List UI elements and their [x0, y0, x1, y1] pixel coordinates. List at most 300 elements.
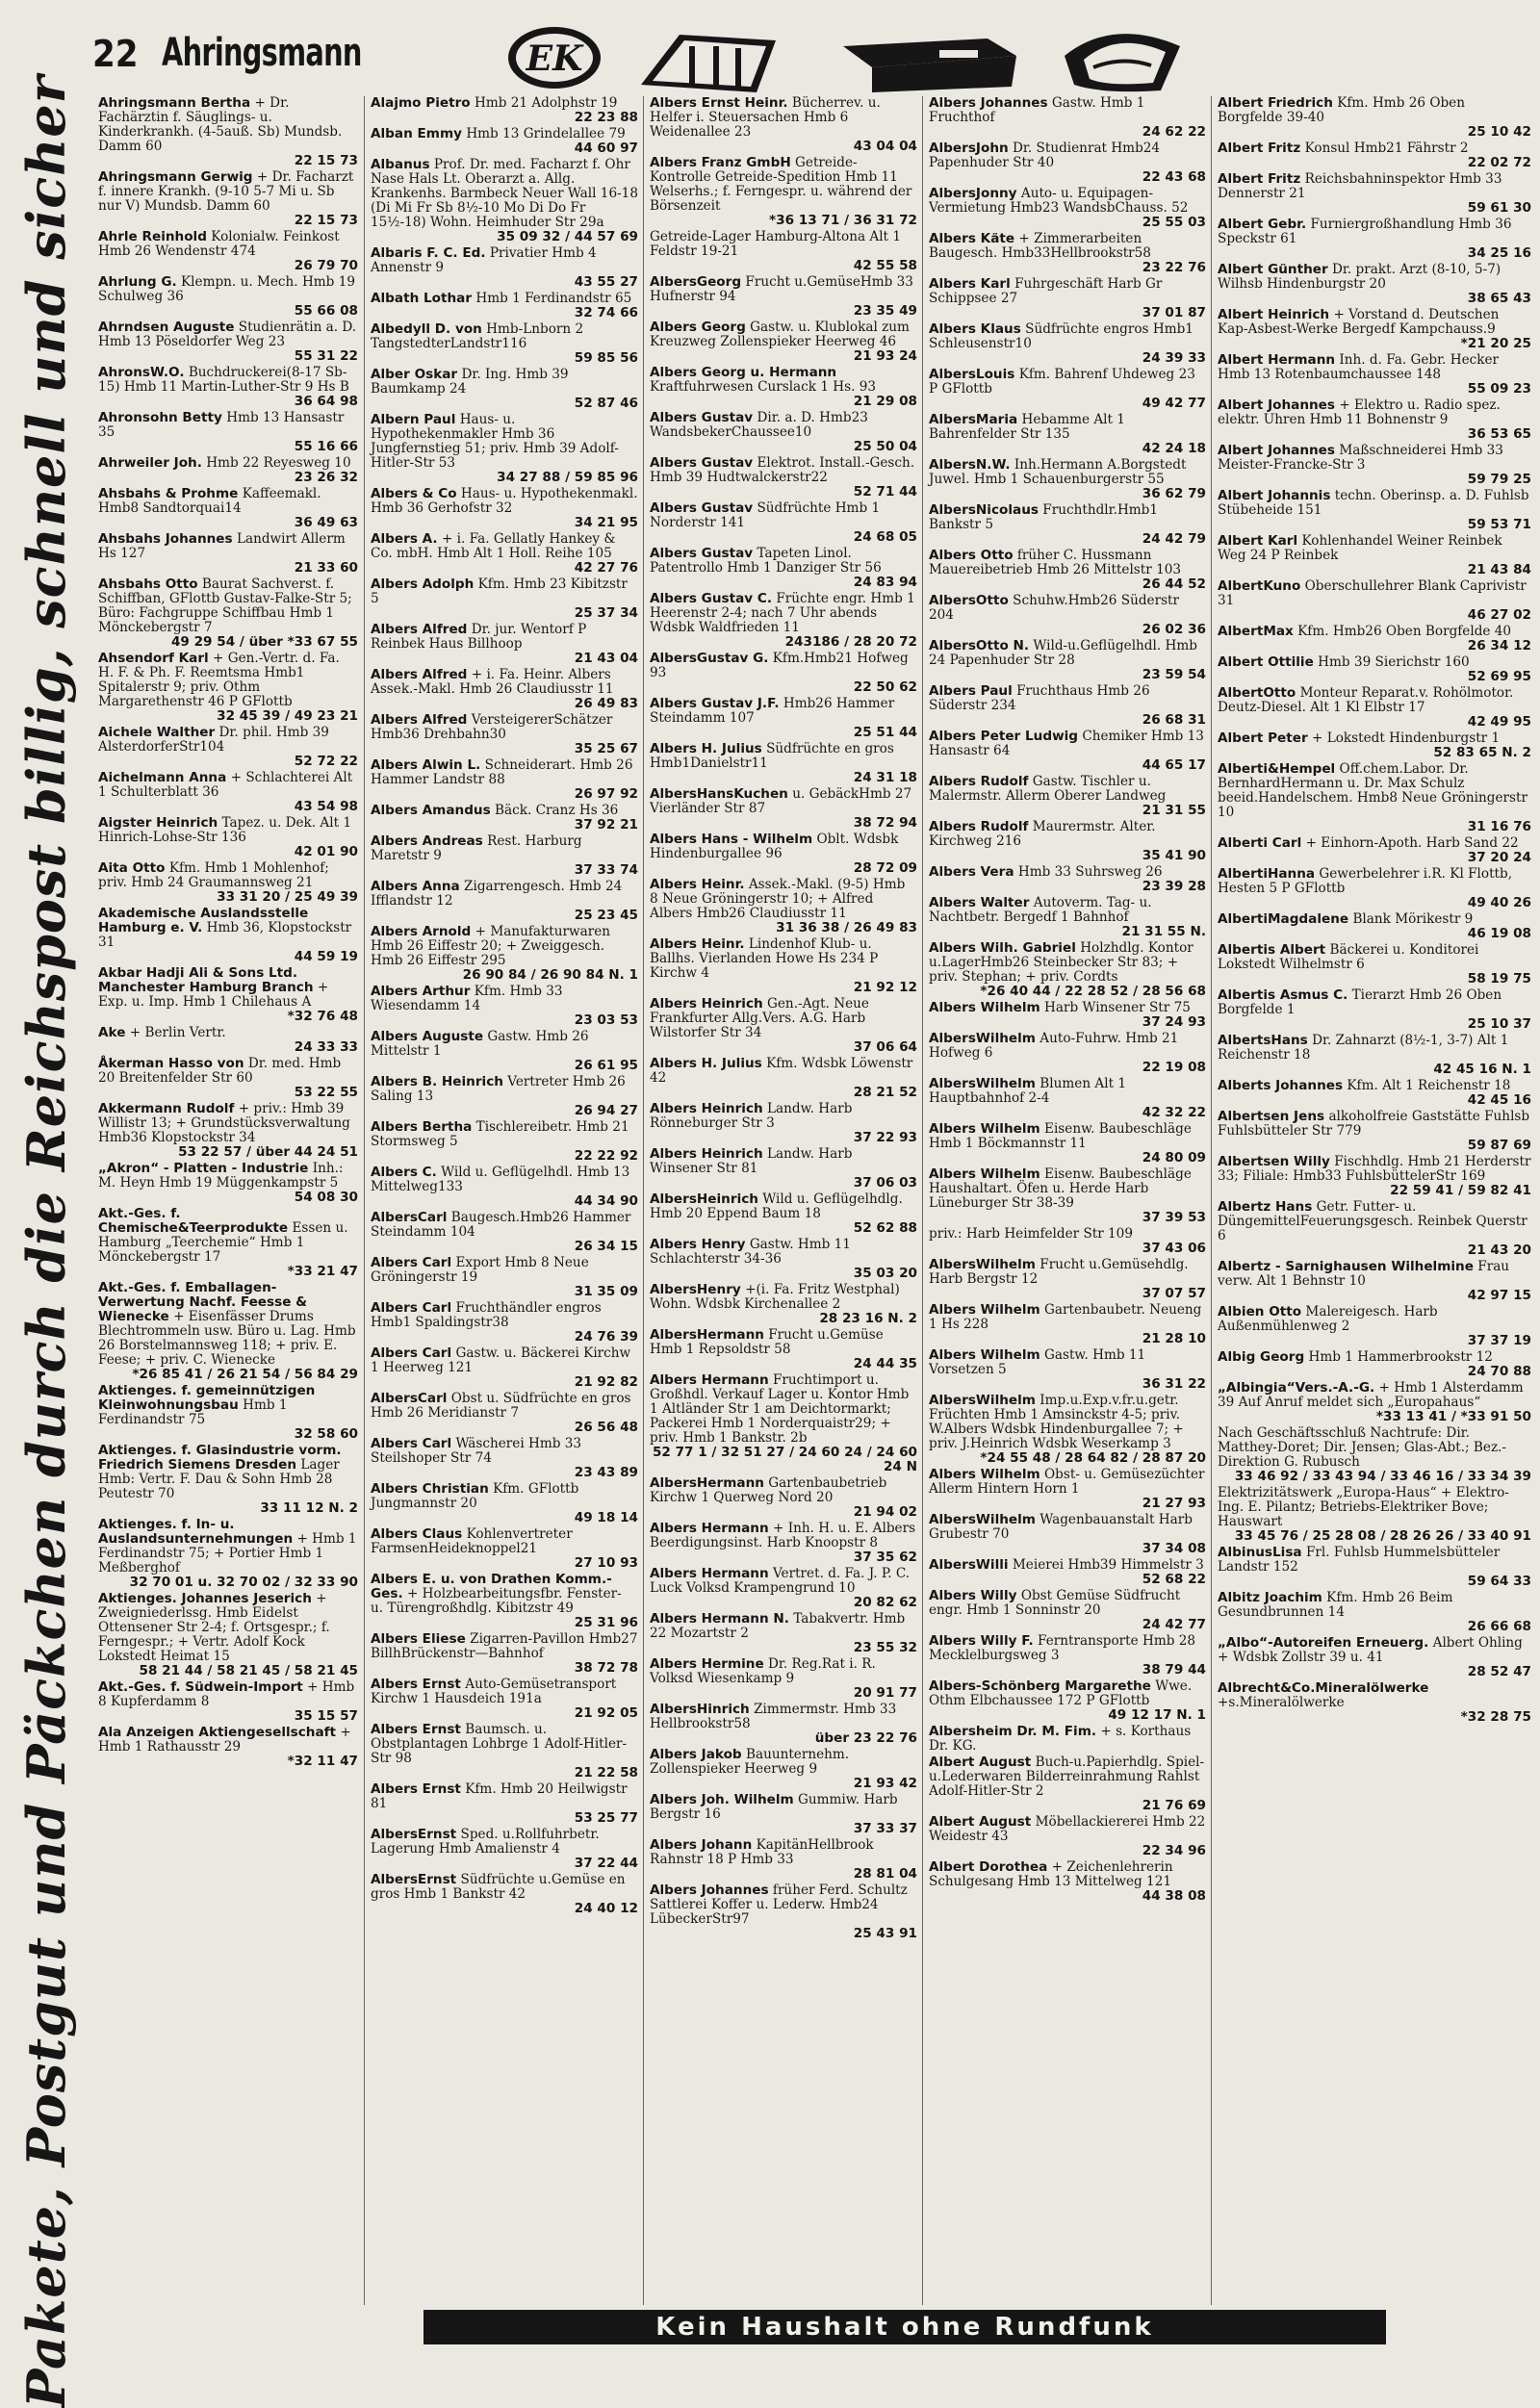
directory-entry: [365, 668, 644, 711]
entry-details: Baumsch. u. Obstplantagen Lohbrgе 1 Adolf-Hitler-Str 98: [371, 1722, 628, 1766]
entry-details: Baugesch.Hmb26 Hammer Steindamm 104: [371, 1210, 631, 1240]
entry-phone: 37 33 74: [574, 862, 638, 878]
entry-phone: 24 83 94: [853, 575, 917, 590]
directory-entry: [92, 861, 364, 905]
entry-name: Albers Johannes: [650, 1883, 769, 1898]
entry-name: Albert Johannis: [1218, 488, 1331, 503]
entry-phone: 23 43 89: [574, 1465, 638, 1480]
entry-details: Kfm. Hmb 26 Oben Borgfelde 39-40: [1218, 96, 1465, 125]
directory-entry: [92, 320, 364, 364]
entry-details: Dr. jur. Wentorf P Reinbek Haus Billhoop: [371, 622, 587, 652]
entry-name: Albers Gustav: [650, 500, 754, 516]
entry-details: + Vorstand d. Deutschen Kap-Asbest-Werke Bergedf Kampchauss.9: [1218, 307, 1500, 337]
entry-name: Albert August: [929, 1755, 1032, 1770]
entry-details: Elektrot. Install.-Gesch. Hmb 39 Hudtwalckerstr22: [650, 455, 915, 485]
entry-name: Albertz - Sarnighausen Wilhelmine: [1218, 1259, 1474, 1274]
entry-name: Albig Georg: [1218, 1349, 1305, 1365]
entry-details: Wild-u.Geflügelhdl. Hmb 24 Papenhuder Str 28: [929, 638, 1197, 668]
entry-details: Zigarren-Pavillon Hmb27 BillhBrückenstr—Bahnhof: [371, 1631, 638, 1661]
directory-entry: [365, 577, 644, 621]
entry-name: Ahrlung G.: [98, 274, 177, 290]
directory-entry: [365, 1166, 644, 1209]
directory-entry: [365, 368, 644, 411]
entry-name: Albers Hermann N.: [650, 1611, 789, 1627]
page-number: 22: [92, 33, 139, 75]
entry-phone: 22 15 73: [294, 153, 358, 168]
entry-phone: 36 53 65: [1467, 426, 1531, 442]
entry-phone: 21 27 93: [1142, 1496, 1206, 1511]
entry-phone: *36 13 71 / 36 31 72: [769, 213, 917, 228]
entry-name: Albers Wilhelm: [929, 1121, 1040, 1137]
directory-entry: [644, 1838, 923, 1882]
entry-name: Albert Fritz: [1218, 171, 1301, 187]
entry-name: Ala Anzeigen Aktiengesellschaft: [98, 1725, 337, 1740]
entry-name: Albaris F. C. Ed.: [371, 245, 486, 261]
directory-entry: [644, 547, 923, 590]
directory-entry: [644, 1522, 923, 1565]
entry-name: Albers Adolph: [371, 576, 475, 592]
entry-phone: 23 03 53: [574, 1012, 638, 1028]
entry-name: Aichelmann Anna: [98, 770, 227, 785]
directory-entry: [923, 232, 1212, 275]
entry-name: Albers Arnold: [371, 924, 472, 939]
directory-entry: [1212, 172, 1536, 216]
entry-phone: 21 31 55: [1142, 803, 1206, 818]
entry-phone: 24 62 22: [1142, 124, 1206, 140]
directory-entry: [1212, 579, 1536, 623]
entry-name: Ahrndsen Auguste: [98, 320, 235, 335]
directory-entry: [92, 1592, 364, 1678]
directory-entry: [1212, 988, 1536, 1032]
directory-entry: [923, 684, 1212, 728]
entry-phone: 37 43 06: [1142, 1241, 1206, 1256]
entry-name: Alajmo Pietro: [371, 96, 471, 111]
directory-entry: [1212, 1486, 1536, 1544]
directory-entry: [365, 1346, 644, 1390]
entry-name: Albert Ottilie: [1218, 654, 1314, 670]
entry-details: Dr. Reg.Rat i. R. Volksd Wiesenkamp 9: [650, 1656, 876, 1686]
entry-details: Konsul Hmb21 Fährstr 2: [1304, 141, 1469, 156]
entry-details: Kfm. Hmb 20 Heilwigstr 81: [371, 1781, 628, 1811]
entry-details: Reichsbahninspektor Hmb 33 Dennerstr 21: [1218, 171, 1502, 201]
entry-name: AlbersHermann: [650, 1327, 764, 1343]
entry-phone: 21 92 82: [574, 1374, 638, 1390]
entry-details: Fruchthdlr.Hmb1 Bankstr 5: [929, 502, 1159, 532]
directory-entry: [644, 320, 923, 364]
directory-entry: [92, 1726, 364, 1769]
directory-entry: [923, 1001, 1212, 1030]
entry-name: Albers Amandus: [371, 803, 491, 818]
entry-details: Hmb-Lnborn 2 TangstedterLandstr116: [371, 321, 584, 351]
entry-name: Albers Johannes: [929, 96, 1048, 111]
directory-entry: [1212, 655, 1536, 684]
entry-name: Albert Fritz: [1218, 141, 1301, 156]
entry-details: Gummiw. Harb Bergstr 16: [650, 1792, 898, 1822]
entry-name: Albers & Co: [371, 486, 457, 501]
directory-entry: [365, 804, 644, 833]
entry-name: Albien Otto: [1218, 1304, 1302, 1319]
entry-details: Kraftfuhrwesen Curslack 1 Hs. 93: [650, 379, 877, 395]
directory-entry: [923, 1032, 1212, 1075]
entry-name: Ahrweiler Joh.: [98, 455, 202, 471]
entry-details: Obst u. Südfrüchte en gros Hmb 26 Meridianstr 7: [371, 1391, 631, 1421]
entry-phone: 28 72 09: [853, 860, 917, 876]
entry-details: alkoholfreie Gaststätte Fuhlsb Fuhlsbütteler Str 779: [1218, 1109, 1530, 1139]
entry-details: Wwe. Othm Elbchaussee 172 P GFlottb: [929, 1678, 1193, 1708]
entry-name: Ahringsmann Bertha: [98, 96, 251, 111]
directory-entry: [92, 726, 364, 769]
directory-entry: [644, 1102, 923, 1145]
entry-phone: 34 21 95: [574, 515, 638, 530]
directory-entry: [923, 941, 1212, 999]
entry-details: VersteigererSchätzer Hmb36 Drehbahn30: [371, 712, 613, 742]
entry-details: Chemiker Hmb 13 Hansastr 64: [929, 729, 1204, 758]
entry-name: AlbersCarl: [371, 1210, 448, 1225]
directory-entry: [644, 1057, 923, 1100]
entry-details: Albert Ohling + Wdsbk Zollstr 39 u. 41: [1218, 1635, 1523, 1665]
entry-name: Akbar Hadji Ali & Sons Ltd. Manchester Hamburg Branch: [98, 965, 314, 995]
entry-name: Akt.-Ges. f. Südwein-Import: [98, 1679, 303, 1695]
directory-entry: [923, 639, 1212, 682]
entry-details: Meierei Hmb39 Himmelstr 3: [1012, 1557, 1204, 1573]
entry-name: Albers Arthur: [371, 984, 471, 999]
entry-details: Wäscherei Hmb 33 Steilshoper Str 74: [371, 1436, 582, 1466]
directory-entry: [1212, 1305, 1536, 1348]
directory-entry: [644, 937, 923, 995]
directory-entry: [1212, 1350, 1536, 1379]
directory-entry: [1212, 1636, 1536, 1679]
entry-name: AlbersWilli: [929, 1557, 1009, 1573]
entry-details: Monteur Reparat.v. Rohölmotor. Deutz-Diesel. Alt 1 Kl Elbstr 17: [1218, 685, 1514, 715]
entry-phone: 42 55 58: [853, 258, 917, 273]
entry-phone: 21 92 05: [574, 1705, 638, 1721]
entry-name: Albers Andreas: [371, 833, 483, 849]
entry-details: Malereigesch. Harb Außenmühlenweg 2: [1218, 1304, 1438, 1334]
entry-phone: 25 50 04: [853, 439, 917, 454]
directory-entry: [923, 322, 1212, 366]
entry-phone: 44 34 90: [574, 1193, 638, 1209]
entry-phone: 21 76 69: [1142, 1798, 1206, 1813]
entry-phone: 27 10 93: [574, 1555, 638, 1571]
entry-details: Getreide-Kontrolle Getreide-Spedition Hmb 11 Welserhs.; f. Ferngespr. u. während der Börsenzeit: [650, 155, 912, 214]
entry-phone: 20 91 77: [853, 1685, 917, 1701]
entry-name: Alberts Johannes: [1218, 1078, 1344, 1093]
directory-entry: [1212, 141, 1536, 170]
entry-name: Akademische Auslandsstelle Hamburg e. V.: [98, 906, 309, 935]
entry-details: Hmb 21 Adolphstr 19: [474, 96, 618, 111]
entry-details: Möbellackiererei Hmb 22 Weidestr 43: [929, 1814, 1206, 1844]
entry-phone: 38 72 78: [574, 1660, 638, 1676]
directory-entry: [923, 549, 1212, 592]
entry-name: Aigster Heinrich: [98, 815, 218, 831]
directory-entry: [365, 246, 644, 290]
entry-phone: 49 12 17 N. 1: [1108, 1707, 1206, 1723]
entry-name: Akt.-Ges. f. Emballagen-Verwertung Nachf. Feesse & Wienecke: [98, 1280, 308, 1324]
entry-details: Furniergroßhandlung Hmb 36 Speckstr 61: [1218, 217, 1512, 246]
entry-phone: 28 81 04: [853, 1866, 917, 1882]
directory-entry: [92, 411, 364, 454]
directory-entry: [92, 366, 364, 409]
directory-entry: [644, 1612, 923, 1655]
entry-details: Dr. med. Hmb 20 Breitenfelder Str 60: [98, 1056, 342, 1086]
entry-name: Albers Heinr.: [650, 936, 745, 952]
entry-phone: 21 94 02: [853, 1504, 917, 1520]
entry-phone: 44 65 17: [1142, 757, 1206, 773]
entry-details: Wagenbauanstalt Harb Grubestr 70: [929, 1512, 1193, 1542]
entry-phone: 25 31 96: [574, 1615, 638, 1630]
entry-details: Schuhw.Hmb26 Süderstr 204: [929, 593, 1180, 623]
entry-phone: 38 72 94: [853, 815, 917, 831]
entry-details: techn. Oberinsp. a. D. Fuhlsb Stübeheide 151: [1218, 488, 1529, 518]
entry-phone: 34 27 88 / 59 85 96: [497, 470, 638, 485]
page-header: [92, 17, 1540, 94]
entry-name: Albers Heinr.: [650, 877, 745, 892]
entry-details: Hmb 39 Sierichstr 160: [1318, 654, 1470, 670]
entry-phone: 26 44 52: [1142, 576, 1206, 592]
entry-phone: 22 43 68: [1142, 169, 1206, 185]
entry-phone: 21 92 12: [853, 980, 917, 995]
entry-details: Kfm. Hmb 23 Kibitzstr 5: [371, 576, 628, 606]
entry-details: Fuhrgeschäft Harb Gr Schippsee 27: [929, 276, 1163, 306]
entry-phone: *32 28 75: [1460, 1709, 1531, 1725]
entry-details: Getreide-Lager Hamburg-Altona Alt 1 Feldstr 19-21: [650, 229, 901, 259]
entry-phone: 37 39 53: [1142, 1210, 1206, 1225]
entry-details: + Zweigniederlssg. Hmb Eidelst Ottensener Str 2-4; f. Ortsgespr.; f. Ferngespr.; + Vertr. Adolf Kock Lokstedt Heimat 15: [98, 1591, 330, 1664]
entry-phone: 243186 / 28 20 72: [784, 634, 917, 650]
directory-entry: [92, 487, 364, 530]
directory-entry: [644, 456, 923, 500]
entry-phone: 33 31 20 / 25 49 39: [217, 889, 358, 905]
entry-name: Albers Otto: [929, 548, 1014, 563]
entry-phone: 42 45 16 N. 1: [1433, 1062, 1531, 1077]
entry-details: Gastw. u. Bäckerei Kirchw 1 Heerweg 121: [371, 1345, 631, 1375]
entry-name: Albers Peter Ludwig: [929, 729, 1079, 744]
directory-entry: [644, 742, 923, 785]
footer-banner: Kein Haushalt ohne Rundfunk: [424, 2310, 1386, 2344]
directory-entry: [92, 96, 364, 168]
entry-details: + Lokstedt Hindenburgstr 1: [1312, 730, 1501, 746]
entry-phone: 26 02 36: [1142, 622, 1206, 637]
directory-entry: [1212, 308, 1536, 351]
entry-name: Albers Alwin L.: [371, 757, 481, 773]
directory-entry: [923, 1634, 1212, 1678]
entry-details: Südfrüchte Hmb 1 Norderstr 141: [650, 500, 881, 530]
directory-entry: [365, 1437, 644, 1480]
entry-details: Kaffeemakl. Hmb8 Sandtorquai14: [98, 486, 321, 516]
directory-entry: [923, 503, 1212, 547]
entry-details: früher C. Hussmann Mauereibetrieb Hmb 26 Mittelstr 103: [929, 548, 1182, 577]
directory-entry: [1212, 1426, 1536, 1484]
entry-details: Inh.: M. Heyn Hmb 19 Müggenkampstr 5: [98, 1161, 344, 1191]
directory-entry: [644, 1238, 923, 1281]
entry-details: Hmb 1 Ferdinandstr 75: [98, 1397, 288, 1427]
directory-column-2: [364, 96, 644, 2305]
parcel-icon: [641, 35, 776, 92]
entry-phone: *26 85 41 / 26 21 54 / 56 84 29: [132, 1367, 358, 1382]
entry-name: Albers Wilh. Gabriel: [929, 940, 1076, 956]
entry-details: Privatier Hmb 4 Annenstr 9: [371, 245, 597, 275]
entry-name: Ahsbahs & Prohme: [98, 486, 239, 501]
entry-phone: 24 44 35: [853, 1356, 917, 1371]
entry-details: Bäck. Cranz Hs 36: [495, 803, 619, 818]
directory-entry: [1212, 1079, 1536, 1108]
entry-details: Klempn. u. Mech. Hmb 19 Schulweg 36: [98, 274, 356, 304]
entry-name: Albers Ernst Heinr.: [650, 96, 788, 111]
entry-details: Wild u. Geflügelhdl. Hmb 13 Mittelweg133: [371, 1165, 630, 1194]
entry-details: Dr. Studienrat Hmb24 Papenhuder Str 40: [929, 141, 1161, 170]
entry-phone: über 23 22 76: [814, 1730, 917, 1746]
entry-phone: 42 97 15: [1467, 1288, 1531, 1303]
entry-phone: 24 40 12: [574, 1901, 638, 1916]
entry-phone: 21 22 58: [574, 1765, 638, 1780]
entry-phone: 26 66 68: [1467, 1619, 1531, 1634]
entry-details: Imp.u.Exp.v.fr.u.getr. Früchten Hmb 1 Amsinckstr 4-5; priv. W.Albers Wdsbk Hindenburgallee 7; + priv. J.Heinrich Wdsbk Weserkamp 3: [929, 1393, 1184, 1451]
entry-name: Albers Gustav: [650, 546, 754, 561]
entry-name: AlbersJohn: [929, 141, 1009, 156]
directory-entry: [644, 1883, 923, 1941]
entry-phone: 55 66 08: [294, 303, 358, 319]
directory-entry: [923, 730, 1212, 773]
entry-details: u. GebäckHmb 27 Vierländer Str 87: [650, 786, 912, 816]
directory-entry: [923, 1348, 1212, 1392]
directory-entry: [365, 127, 644, 156]
entry-details: Hmb 1 Hammerbrookstr 12: [1308, 1349, 1493, 1365]
entry-name: AlbersHenry: [650, 1282, 741, 1297]
directory-entry: [365, 1482, 644, 1525]
entry-name: „Albingia“Vers.-A.-G.: [1218, 1380, 1375, 1396]
entry-details: Fruchthändler engros Hmb1 Spaldingstr38: [371, 1300, 602, 1330]
directory-entry: [644, 697, 923, 740]
directory-entry: [365, 1573, 644, 1630]
entry-phone: 36 64 98: [294, 394, 358, 409]
entry-phone: *26 40 44 / 22 28 52 / 28 56 68: [980, 984, 1206, 999]
entry-name: Albers Wilhelm: [929, 1467, 1040, 1482]
entry-name: AlbinusLisa: [1218, 1545, 1302, 1560]
entry-name: AlbertOtto: [1218, 685, 1296, 701]
entry-details: Dir. a. D. Hmb23 WandsbekerChaussee10: [650, 410, 868, 440]
entry-details: Tabakvertr. Hmb 22 Mozartstr 2: [650, 1611, 906, 1641]
entry-details: Frucht u.Gemüsehdlg. Harb Bergstr 12: [929, 1257, 1189, 1287]
entry-details: Inh. d. Fa. Gebr. Hecker Hmb 13 Rotenbaumchaussee 148: [1218, 352, 1500, 382]
entry-details: Export Hmb 8 Neue Gröningerstr 19: [371, 1255, 589, 1285]
entry-name: AlbersWilhelm: [929, 1257, 1036, 1272]
entry-phone: *21 20 25: [1460, 336, 1531, 351]
entry-name: Albers Wilhelm: [929, 1166, 1040, 1182]
entry-name: AlbersN.W.: [929, 457, 1011, 473]
entry-phone: *32 76 48: [287, 1009, 358, 1024]
entry-phone: 21 93 42: [853, 1776, 917, 1791]
entry-phone: 23 35 49: [853, 303, 917, 319]
entry-details: Eisenw. Baubeschläge Haushaltart. Öfen u. Herde Harb Lüneburger Str 38-39: [929, 1166, 1192, 1211]
entry-name: AlbersMaria: [929, 412, 1018, 427]
entry-name: AhronsW.O.: [98, 365, 185, 380]
entry-phone: 32 70 01 u. 32 70 02 / 32 33 90: [129, 1575, 358, 1590]
directory-entry: [644, 411, 923, 454]
directory-entry: [365, 1120, 644, 1164]
entry-name: Albers Ernst: [371, 1677, 461, 1692]
entry-details: Vertreter Hmb 26 Saling 13: [371, 1074, 626, 1104]
entry-name: Albers Georg: [650, 320, 746, 335]
entry-details: + Dr. Fachärztin f. Säuglings- u. Kinderkrankh. (4-5auß. Sb) Mundsb. Damm 60: [98, 96, 343, 154]
entry-details: + Manufakturwaren Hmb 26 Eiffestr 20; + Zweiggesch. Hmb 26 Eiffestr 295: [371, 924, 610, 968]
entry-phone: 35 41 90: [1142, 848, 1206, 863]
entry-phone: 52 72 22: [294, 754, 358, 769]
entry-details: Gastw. u. Klublokal zum Kreuzweg Zollenspieker Heerweg 46: [650, 320, 910, 349]
entry-details: Haus- u. Hypothekenmakl. Hmb 36 Gerhofstr 32: [371, 486, 638, 516]
entry-phone: 23 22 76: [1142, 260, 1206, 275]
logo-seal-icon: [508, 27, 601, 89]
entry-phone: 32 45 39 / 49 23 21: [217, 708, 358, 724]
entry-details: Getr. Futter- u. DüngemittelFeuerungsgesch. Reinbek Querstr 6: [1218, 1199, 1527, 1243]
entry-details: Frl. Fuhlsb Hummelsbütteler Landstr 152: [1218, 1545, 1501, 1575]
entry-name: AlbersCarl: [371, 1391, 448, 1406]
entry-details: Blank Mörikestr 9: [1352, 911, 1474, 927]
entry-phone: 52 87 46: [574, 396, 638, 411]
entry-phone: 24 42 77: [1142, 1617, 1206, 1632]
directory-entry: [644, 652, 923, 695]
entry-phone: 28 52 47: [1467, 1664, 1531, 1679]
entry-name: AlbersNicolaus: [929, 502, 1039, 518]
entry-phone: 37 01 87: [1142, 305, 1206, 320]
entry-phone: 21 28 10: [1142, 1331, 1206, 1346]
directory-entry: [1212, 943, 1536, 986]
entry-details: Hmb 36, Klopstockstr 31: [98, 920, 352, 950]
entry-details: Gartenbaubetrieb Kirchw 1 Querweg Nord 20: [650, 1475, 887, 1505]
directory-entry: [644, 1192, 923, 1236]
running-head: Ahringsmann: [162, 31, 362, 75]
directory-entry: [92, 816, 364, 859]
directory-entry: [92, 907, 364, 964]
entry-phone: 24 70 88: [1467, 1364, 1531, 1379]
entry-details: Südfrüchte u.Gemüse en gros Hmb 1 Bankstr 42: [371, 1872, 626, 1902]
entry-phone: 43 54 98: [294, 799, 358, 814]
entry-phone: 35 25 67: [574, 741, 638, 756]
entry-phone: 37 35 62: [853, 1550, 917, 1565]
entry-phone: *32 11 47: [287, 1754, 358, 1769]
entry-name: AlbersWilhelm: [929, 1393, 1036, 1408]
directory-entry: [923, 368, 1212, 411]
directory-entry: [1212, 353, 1536, 397]
directory-entry: [644, 878, 923, 935]
wallet-icon: [843, 38, 1016, 92]
entry-details: Nach Geschäftsschluß Nachtrufe: Dir. Matthey-Doret; Dir. Jensen; Glas-Abt.; Bez.-Direktion G. Rubusch: [1218, 1425, 1507, 1470]
entry-name: Albers Heinrich: [650, 1146, 763, 1162]
entry-phone: 59 61 30: [1467, 200, 1531, 216]
entry-name: Albers Bertha: [371, 1119, 473, 1135]
entry-details: + Hmb 1 Alsterdamm 39 Auf Anruf meldet sich „Europahaus“: [1218, 1380, 1524, 1410]
directory-entry: [923, 1468, 1212, 1511]
entry-name: Albers Auguste: [371, 1029, 484, 1044]
entry-phone: 33 11 12 N. 2: [260, 1500, 358, 1516]
entry-details: Tischlereibetr. Hmb 21 Stormsweg 5: [371, 1119, 629, 1149]
entry-details: + Gen.-Vertr. d. Fa. H. F. & Ph. F. Reemtsma Hmb1 Spitalerstr 9; priv. Othm Margarethenstr 46 P GFlottb: [98, 651, 340, 709]
entry-phone: 37 37 19: [1467, 1333, 1531, 1348]
entry-details: Holzhdlg. Kontor u.LagerHmb26 Steinbecker Str 83; + priv. Stephan; + priv. Cordts: [929, 940, 1194, 985]
entry-details: Maßschneiderei Hmb 33 Meister-Francke-Str 3: [1218, 443, 1503, 473]
entry-name: AlbertKuno: [1218, 578, 1301, 594]
entry-details: Dr. Ing. Hmb 39 Baumkamp 24: [371, 367, 569, 397]
directory-entry: [92, 771, 364, 814]
entry-phone: 38 79 44: [1142, 1662, 1206, 1678]
entry-phone: 22 22 92: [574, 1148, 638, 1164]
entry-name: Albers Vera: [929, 864, 1014, 880]
entry-name: Albers Alfred: [371, 667, 468, 682]
entry-name: AlbersHinrich: [650, 1702, 750, 1717]
entry-phone: 32 74 66: [574, 305, 638, 320]
entry-phone: 43 04 04: [853, 139, 917, 154]
directory-entry: [923, 96, 1212, 140]
entry-details: Tapeten Linol. Patentrollo Hmb 1 Danziger Str 56: [650, 546, 882, 576]
